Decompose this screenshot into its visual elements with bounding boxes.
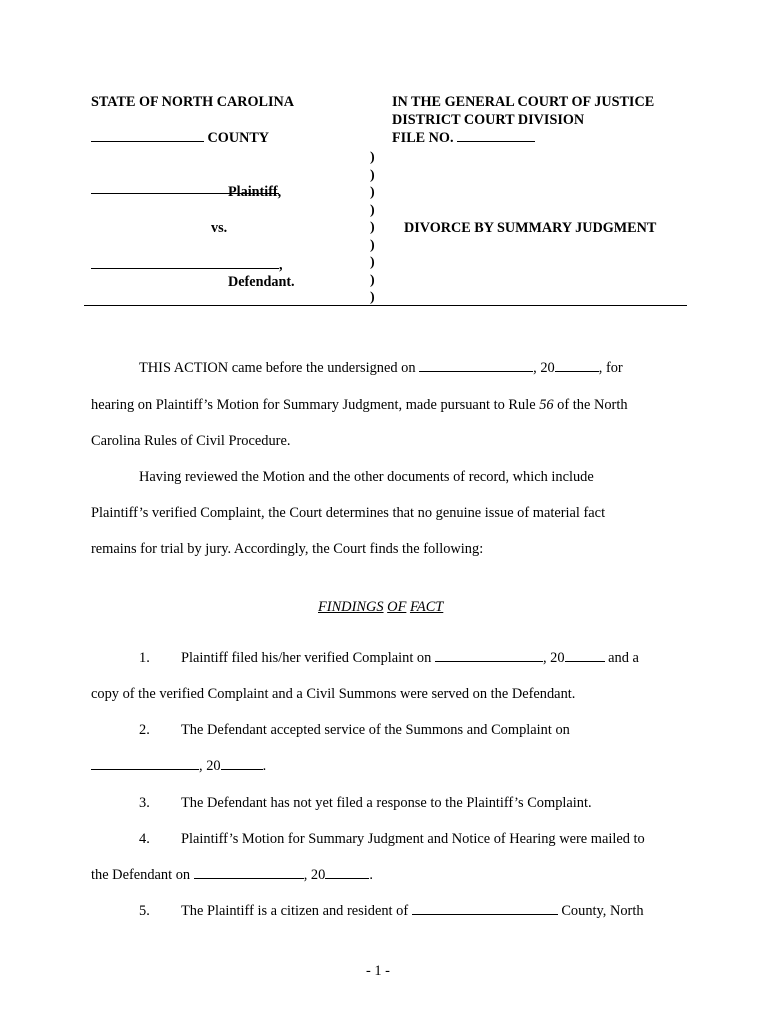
service-date-blank[interactable] xyxy=(91,768,199,770)
intro-text: hearing on Plaintiff’s Motion for Summary Judgment, made pursuant to Rule xyxy=(91,397,540,413)
intro-text: THIS ACTION came before the undersigned on xyxy=(139,360,416,376)
intro-text-end: , for xyxy=(598,360,623,376)
defendant-comma: , xyxy=(279,257,283,273)
paren-1: ) xyxy=(370,150,375,165)
mailing-date-blank[interactable] xyxy=(194,877,304,879)
caption-rule xyxy=(84,305,687,306)
finding-4-line-2 xyxy=(91,867,373,884)
finding-2-number: 2. xyxy=(139,722,150,738)
finding-2-line-1: The Defendant accepted service of the Summons and Complaint on xyxy=(181,722,570,738)
paren-3: ) xyxy=(370,185,375,200)
paren-6: ) xyxy=(370,237,375,253)
finding-text: County, North xyxy=(557,903,644,919)
residence-county-blank[interactable] xyxy=(412,913,558,915)
findings-heading-word: FINDINGS xyxy=(318,599,384,615)
county-label: COUNTY xyxy=(207,130,270,146)
paren-8: ) xyxy=(370,272,375,288)
court-line-1: IN THE GENERAL COURT OF JUSTICE xyxy=(392,94,655,110)
hearing-year-blank[interactable] xyxy=(555,370,599,372)
finding-1-line-2: copy of the verified Complaint and a Civil Summons were served on the Defendant. xyxy=(91,686,576,702)
paren-5: ) xyxy=(370,220,375,235)
paren-2: ) xyxy=(370,167,375,183)
period: . xyxy=(262,758,267,774)
defendant-name-line xyxy=(91,257,283,274)
file-no-blank[interactable] xyxy=(457,140,535,142)
file-no-line xyxy=(392,130,535,147)
rule-number: 56 xyxy=(539,397,554,413)
finding-4-number: 4. xyxy=(139,831,150,847)
finding-text: Plaintiff filed his/her verified Complaint on xyxy=(181,650,432,666)
findings-heading-word: OF xyxy=(387,599,407,615)
intro-text: of the North xyxy=(553,397,628,413)
year-prefix: , 20 xyxy=(533,360,555,376)
year-prefix: , 20 xyxy=(303,867,326,883)
state-heading: STATE OF NORTH CAROLINA xyxy=(91,94,295,110)
finding-text: The Plaintiff is a citizen and resident of xyxy=(181,903,409,919)
page-number: - 1 - xyxy=(366,963,390,979)
finding-3-line-1: The Defendant has not yet filed a response to the Plaintiff’s Complaint. xyxy=(181,795,592,811)
intro-line-3: Carolina Rules of Civil Procedure. xyxy=(91,433,291,449)
intro-line-1 xyxy=(139,360,623,377)
paren-9: ) xyxy=(370,290,375,305)
finding-text: and a xyxy=(604,650,639,666)
finding-text: the Defendant on xyxy=(91,867,191,883)
paren-4: ) xyxy=(370,202,375,218)
plaintiff-label: Plaintiff, xyxy=(228,184,282,200)
findings-heading xyxy=(318,599,443,616)
defendant-blank[interactable] xyxy=(91,267,279,269)
year-prefix: , 20 xyxy=(199,758,221,774)
findings-heading-word: FACT xyxy=(409,599,444,615)
finding-5-number: 5. xyxy=(139,903,150,919)
intro-line-4: Having reviewed the Motion and the other documents of record, which include xyxy=(139,469,594,485)
finding-1-number: 1. xyxy=(139,650,150,666)
finding-4-line-1: Plaintiff’s Motion for Summary Judgment and Notice of Hearing were mailed to xyxy=(181,831,645,847)
period: . xyxy=(369,867,373,883)
service-year-blank[interactable] xyxy=(221,768,263,770)
year-prefix: , 20 xyxy=(542,650,565,666)
county-blank[interactable] xyxy=(91,140,204,142)
complaint-date-blank[interactable] xyxy=(435,660,543,662)
finding-2-line-2 xyxy=(91,758,266,775)
finding-1-line-1 xyxy=(181,650,639,667)
document-title: DIVORCE BY SUMMARY JUDGMENT xyxy=(404,220,657,236)
intro-line-5: Plaintiff’s verified Complaint, the Court determines that no genuine issue of material fact xyxy=(91,505,606,521)
complaint-year-blank[interactable] xyxy=(565,660,605,662)
paren-7: ) xyxy=(370,255,375,270)
court-line-2: DISTRICT COURT DIVISION xyxy=(392,112,585,128)
hearing-date-blank[interactable] xyxy=(419,370,533,372)
intro-line-2 xyxy=(91,397,628,414)
versus-label: vs. xyxy=(211,220,228,236)
finding-5-line-1 xyxy=(181,903,644,920)
finding-3-number: 3. xyxy=(139,795,150,811)
intro-line-6: remains for trial by jury. Accordingly, the Court finds the following: xyxy=(91,541,484,557)
file-no-label: FILE NO. xyxy=(392,130,454,146)
defendant-label: Defendant. xyxy=(228,274,295,290)
caption-bracket xyxy=(370,149,375,307)
mailing-year-blank[interactable] xyxy=(325,877,369,879)
county-line xyxy=(91,130,269,147)
